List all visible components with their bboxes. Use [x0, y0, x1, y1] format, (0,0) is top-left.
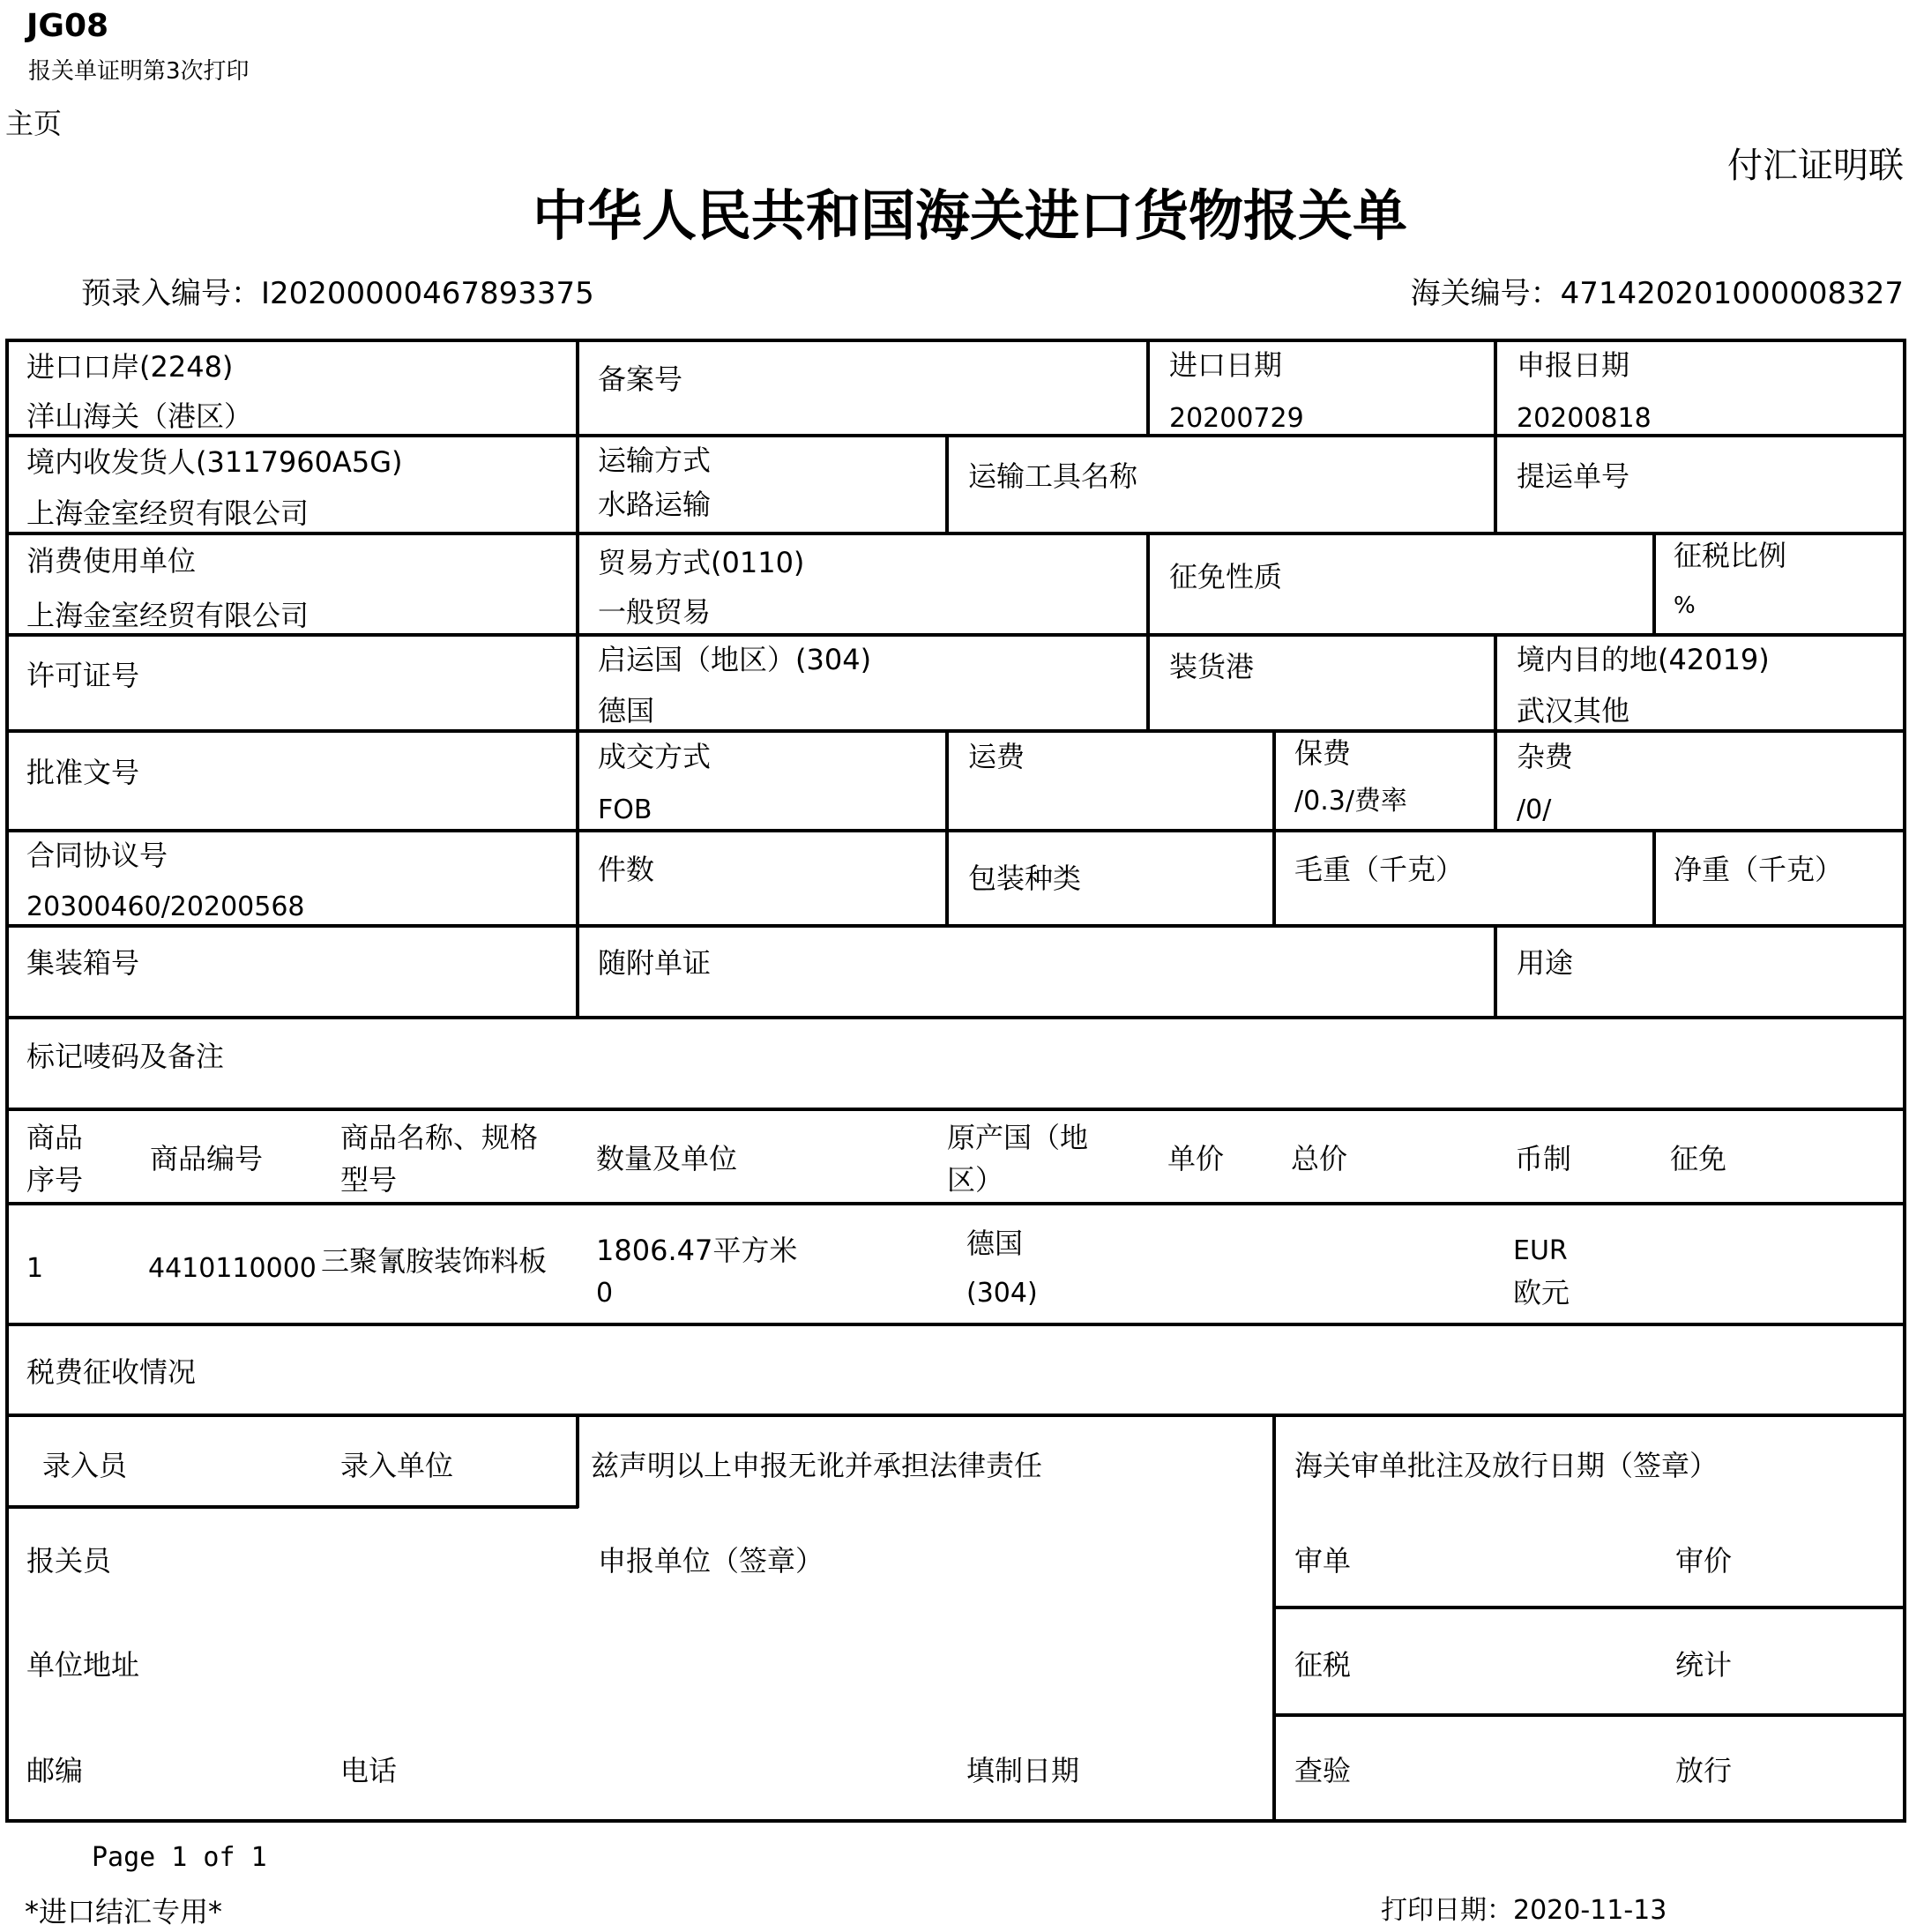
declaration-statement: 兹声明以上申报无讹并承担法律责任 — [591, 1449, 1043, 1482]
trade-mode-value: 一般贸易 — [598, 595, 712, 629]
loading-port-label: 装货港 — [1169, 650, 1255, 683]
pre-entry-value: I20200000467893375 — [261, 276, 594, 311]
col-divider — [1494, 924, 1497, 1018]
print-count: 报关单证明第3次打印 — [28, 58, 250, 85]
postcode-label: 邮编 — [26, 1754, 84, 1787]
contract-no-value: 20300460/20200568 — [26, 891, 305, 922]
origin-country-label: 启运国（地区）(304) — [598, 643, 872, 676]
form-code: JG08 — [26, 8, 109, 44]
row-divider — [5, 729, 1906, 733]
license-no-label: 许可证号 — [26, 659, 140, 692]
goods-header-code: 商品编号 — [150, 1142, 264, 1175]
col-divider — [1494, 339, 1497, 534]
row-divider — [5, 1108, 1906, 1111]
destination-value: 武汉其他 — [1517, 694, 1630, 727]
page-title: 中华人民共和国海关进口货物报关单 — [532, 183, 1407, 248]
row-divider — [5, 1016, 1906, 1019]
col-divider — [1652, 532, 1656, 636]
declare-date-label: 申报日期 — [1517, 348, 1630, 382]
inspection-label: 查验 — [1294, 1754, 1352, 1787]
freight-label: 运费 — [968, 740, 1025, 773]
declare-date-value: 20200818 — [1517, 403, 1652, 434]
goods-header-origin-line2: 区） — [947, 1163, 1004, 1197]
customs-approval-label: 海关审单批注及放行日期（签章） — [1294, 1449, 1719, 1482]
bill-no-label: 提运单号 — [1517, 459, 1630, 493]
insurance-label: 保费 — [1294, 736, 1352, 770]
col-divider — [576, 1414, 579, 1508]
net-weight-label: 净重（千克） — [1674, 853, 1844, 886]
purpose-note: *进口结汇专用* — [25, 1895, 223, 1928]
import-date-value: 20200729 — [1169, 403, 1304, 434]
origin-country-value: 德国 — [598, 694, 655, 727]
goods-header-name-line1: 商品名称、规格 — [340, 1121, 539, 1154]
col-divider — [1272, 1414, 1276, 1823]
entry-clerk-label: 录入员 — [42, 1449, 128, 1482]
row-divider — [5, 1505, 578, 1509]
packages-label: 件数 — [598, 853, 655, 886]
documents-label: 随附单证 — [598, 946, 712, 980]
review-label: 审单 — [1294, 1544, 1352, 1578]
consumer-value: 上海金室经贸有限公司 — [26, 599, 309, 632]
goods-origin-line2: (304) — [966, 1278, 1038, 1309]
col-divider — [1146, 532, 1150, 732]
approval-no-label: 批准文号 — [26, 756, 140, 789]
customs-number-value: 471420201000008327 — [1560, 276, 1904, 311]
row-divider — [5, 532, 1906, 535]
tax-label: 税费征收情况 — [26, 1355, 197, 1389]
import-port-label: 进口口岸(2248) — [26, 350, 234, 384]
row-divider — [5, 924, 1906, 928]
statistics-label: 统计 — [1675, 1648, 1733, 1682]
col-divider — [1494, 633, 1497, 832]
row-divider — [1272, 1713, 1906, 1717]
goods-qty-line1: 1806.47平方米 — [596, 1234, 798, 1267]
goods-header-name-line2: 型号 — [340, 1163, 398, 1197]
goods-qty-line2: 0 — [596, 1278, 614, 1309]
deal-mode-value: FOB — [598, 794, 652, 825]
levy-nature-label: 征免性质 — [1169, 560, 1283, 593]
gross-weight-label: 毛重（千克） — [1294, 853, 1465, 886]
col-divider — [1146, 339, 1150, 436]
customs-number — [1410, 276, 1904, 311]
insurance-value: /0.3/费率 — [1294, 786, 1407, 817]
col-divider — [945, 729, 949, 927]
tax-ratio-value: % — [1674, 593, 1696, 619]
goods-header-total-price: 总价 — [1291, 1142, 1348, 1175]
row-divider — [5, 1202, 1906, 1205]
goods-header-seq-line1: 商品 — [26, 1121, 84, 1154]
consignee-label: 境内收发货人(3117960A5G) — [26, 445, 403, 479]
transport-name-label: 运输工具名称 — [968, 459, 1138, 493]
customs-number-label: 海关编号： — [1410, 276, 1561, 311]
goods-code: 4410110000 — [148, 1253, 317, 1284]
goods-header-currency: 币制 — [1515, 1142, 1572, 1175]
declare-unit-label: 申报单位（签章） — [598, 1544, 824, 1578]
fill-date-label: 填制日期 — [966, 1754, 1080, 1787]
goods-seq: 1 — [26, 1253, 44, 1284]
unit-address-label: 单位地址 — [26, 1648, 140, 1682]
row-divider — [5, 633, 1906, 637]
marks-label: 标记唛码及备注 — [26, 1040, 225, 1073]
col-divider — [1272, 729, 1276, 927]
goods-header-unit-price: 单价 — [1167, 1142, 1225, 1175]
usage-label: 用途 — [1517, 946, 1574, 980]
row-divider — [5, 1414, 1906, 1417]
goods-header-levy: 征免 — [1670, 1142, 1727, 1175]
misc-fee-value: /0/ — [1517, 794, 1552, 825]
declaration-form — [5, 339, 1906, 1823]
consumer-label: 消费使用单位 — [26, 544, 197, 578]
row-divider — [5, 1323, 1906, 1326]
goods-header-origin-line1: 原产国（地 — [947, 1121, 1089, 1154]
pre-entry-label: 预录入编号： — [81, 276, 261, 311]
col-divider — [576, 339, 579, 1018]
tax-ratio-label: 征税比例 — [1674, 539, 1787, 572]
destination-label: 境内目的地(42019) — [1517, 643, 1770, 676]
row-divider — [1272, 1606, 1906, 1609]
record-no-label: 备案号 — [598, 362, 683, 396]
pre-entry-number — [81, 276, 594, 311]
entry-unit-label: 录入单位 — [340, 1449, 454, 1482]
package-type-label: 包装种类 — [968, 862, 1082, 895]
release-label: 放行 — [1675, 1754, 1733, 1787]
home-link[interactable]: 主页 — [5, 107, 63, 140]
trade-mode-label: 贸易方式(0110) — [598, 546, 805, 579]
goods-header-seq-line2: 序号 — [26, 1163, 84, 1197]
import-port-value: 洋山海关（港区） — [26, 399, 253, 433]
col-divider — [1652, 829, 1656, 927]
print-date: 打印日期：2020-11-13 — [1381, 1895, 1667, 1926]
row-divider — [5, 829, 1906, 832]
container-no-label: 集装箱号 — [26, 946, 140, 980]
misc-fee-label: 杂费 — [1517, 740, 1574, 773]
transport-mode-label: 运输方式 — [598, 444, 712, 477]
consignee-value: 上海金室经贸有限公司 — [26, 496, 309, 530]
import-date-label: 进口日期 — [1169, 348, 1283, 382]
contract-no-label: 合同协议号 — [26, 839, 168, 872]
goods-origin-line1: 德国 — [966, 1227, 1024, 1260]
page-info: Page 1 of 1 — [92, 1842, 267, 1873]
goods-name: 三聚氰胺装饰料板 — [321, 1244, 548, 1278]
broker-label: 报关员 — [26, 1544, 112, 1578]
row-divider — [5, 434, 1906, 437]
transport-mode-value: 水路运输 — [598, 488, 712, 521]
copy-type: 付汇证明联 — [1727, 145, 1904, 186]
goods-currency-name: 欧元 — [1513, 1276, 1570, 1309]
goods-currency-code: EUR — [1513, 1235, 1568, 1266]
levy-tax-label: 征税 — [1294, 1648, 1352, 1682]
goods-header-qty: 数量及单位 — [596, 1142, 738, 1175]
phone-label: 电话 — [340, 1754, 398, 1787]
col-divider — [945, 434, 949, 534]
price-review-label: 审价 — [1675, 1544, 1733, 1578]
deal-mode-label: 成交方式 — [598, 740, 712, 773]
